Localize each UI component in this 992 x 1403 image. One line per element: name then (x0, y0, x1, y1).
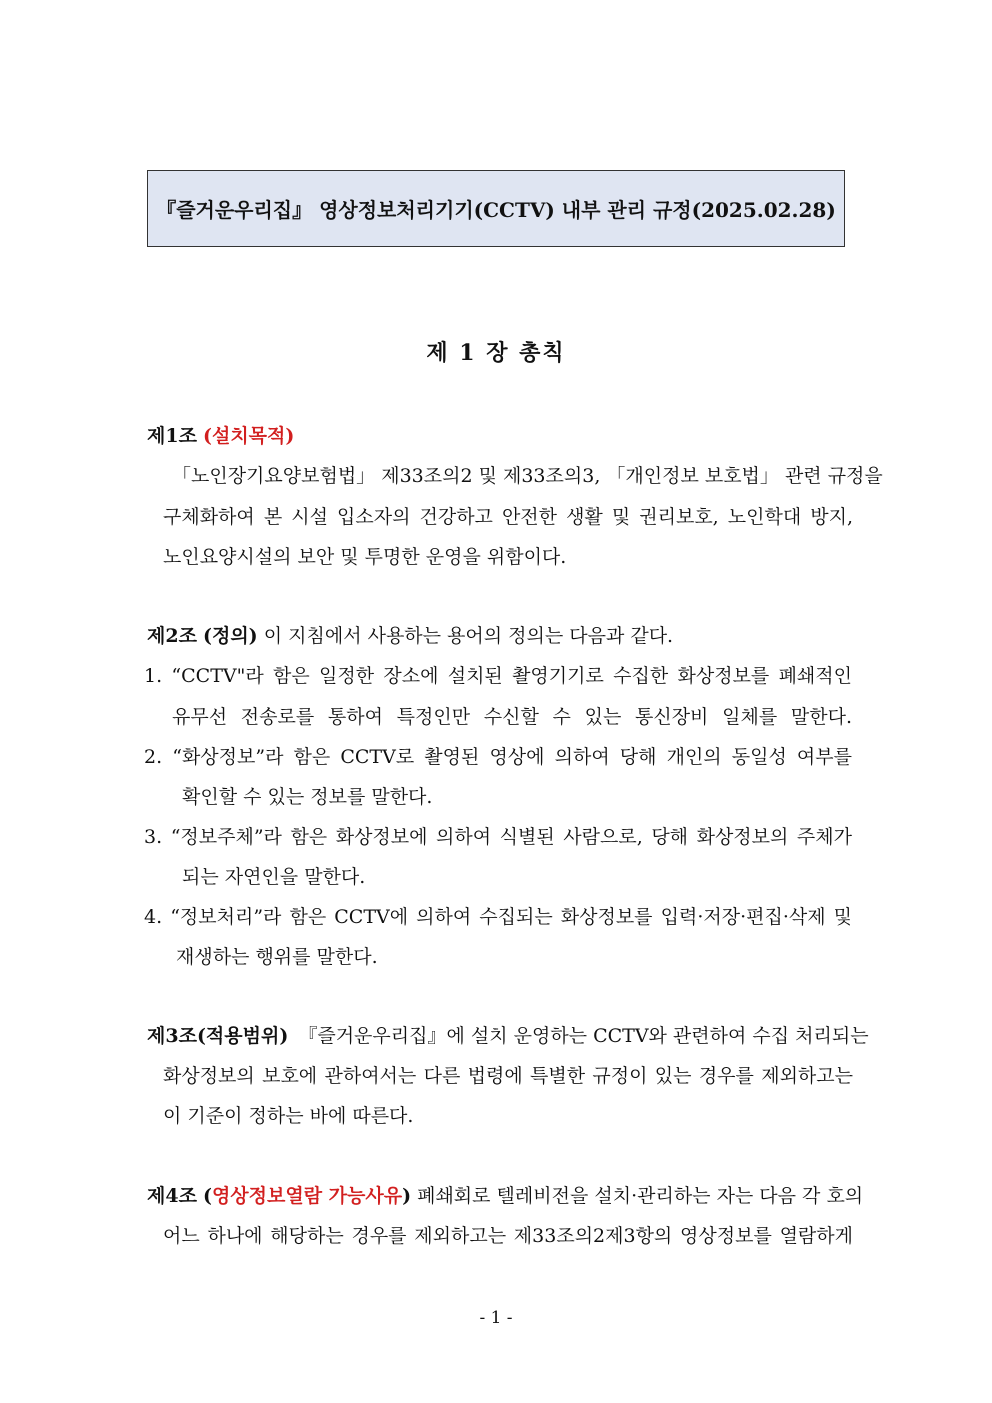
article-1-heading: (설치목적) (202, 425, 295, 447)
article-2-intro: 이 지침에서 사용하는 용어의 정의는 다음과 같다. (263, 625, 674, 647)
definition-item-2-cont: 확인할 수 있는 정보를 말한다. (182, 786, 433, 808)
article-3-line: 이 기준이 정하는 바에 따른다. (163, 1105, 414, 1127)
article-3-number: 제3조 (147, 1025, 197, 1047)
definition-item-4-cont: 재생하는 행위를 말한다. (176, 946, 378, 968)
article-4-header (147, 1184, 864, 1208)
article-3-line: 『즐거운우리집』에 설치 운영하는 CCTV와 관련하여 수집 처리되는 (298, 1025, 869, 1047)
article-4-heading (203, 1184, 411, 1208)
article-1-number: 제1조 (147, 425, 197, 447)
definition-item-4: 4. “정보처리”라 함은 CCTV에 의하여 수집되는 화상정보를 입력·저장·편집·삭제 및 (144, 906, 852, 928)
article-1-line: 「노인장기요양보험법」 제33조의2 및 제33조의3, 「개인정보 보호법」 관련 규정을 (172, 465, 883, 487)
article-2-number: 제2조 (147, 625, 197, 647)
article-2-heading: (정의) (202, 625, 258, 647)
definition-item-1: 1. “CCTV"라 함은 일정한 장소에 설치된 촬영기기로 수집한 화상정보를 폐쇄적인 (144, 665, 852, 687)
article-3-header (147, 1024, 869, 1048)
definition-item-2: 2. “화상정보”라 함은 CCTV로 촬영된 영상에 의하여 당해 개인의 동일성 여부를 (144, 746, 852, 768)
article-4-line: 어느 하나에 해당하는 경우를 제외하고는 제33조의2제3항의 영상정보를 열람하게 (163, 1225, 853, 1247)
article-4-number: 제4조 (147, 1185, 197, 1207)
article-1-line: 노인요양시설의 보안 및 투명한 운영을 위함이다. (163, 546, 567, 568)
article-4-line: 폐쇄회로 텔레비전을 설치·관리하는 자는 다음 각 호의 (417, 1185, 864, 1207)
chapter-heading: 제 1 장 총칙 (426, 340, 566, 366)
definition-item-3: 3. “정보주체”라 함은 화상정보에 의하여 식별된 사람으로, 당해 화상정보의 주체가 (144, 826, 852, 848)
article-3-heading: (적용범위) (196, 1025, 289, 1047)
definition-item-1-cont: 유무선 전송로를 통하여 특정인만 수신할 수 있는 통신장비 일체를 말한다. (172, 706, 852, 728)
article-3-line: 화상정보의 보호에 관하여서는 다른 법령에 특별한 규정이 있는 경우를 제외하고는 (163, 1065, 853, 1087)
article-4-paren-open: ( (202, 1185, 212, 1207)
article-4-paren-close: ) (402, 1185, 412, 1207)
page-number: - 1 - (479, 1308, 513, 1328)
article-4-heading-text: 영상정보열람 가능사유 (211, 1185, 403, 1207)
document-title-box (147, 170, 845, 247)
definition-item-3-cont: 되는 자연인을 말한다. (182, 866, 366, 888)
document-title: 『즐거운우리집』 영상정보처리기기(CCTV) 내부 관리 규정(2025.02.28) (156, 198, 836, 222)
article-1-line: 구체화하여 본 시설 입소자의 건강하고 안전한 생활 및 권리보호, 노인학대 방지, (163, 506, 853, 528)
article-2-header (147, 624, 673, 648)
article-1-header (147, 424, 294, 448)
